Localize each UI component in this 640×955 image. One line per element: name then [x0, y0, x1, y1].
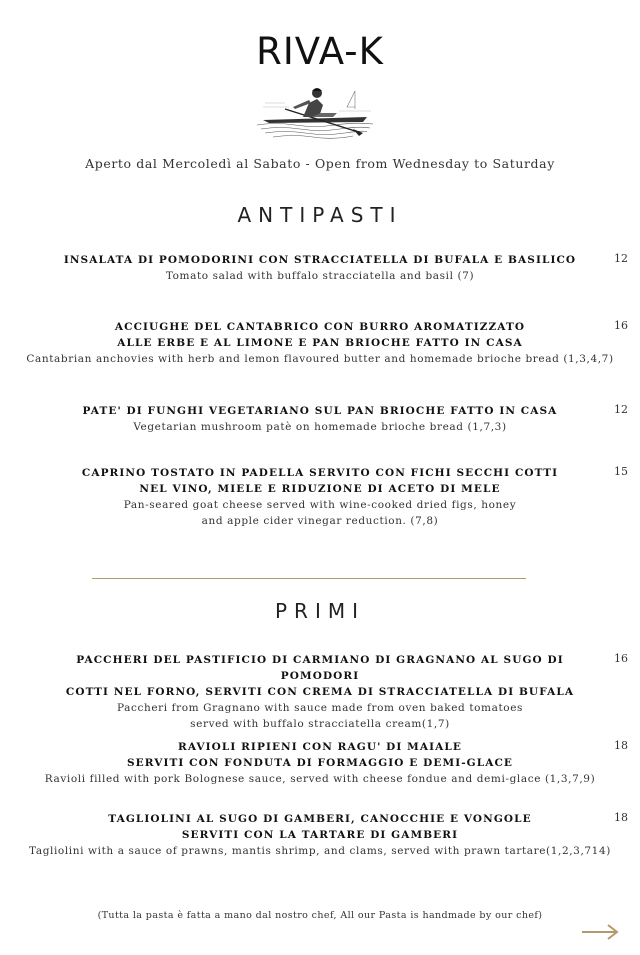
menu-item	[0, 811, 640, 859]
menu-item	[0, 252, 640, 284]
opening-hours: Aperto dal Mercoledì al Sabato - Open from Wednesday to Saturday	[85, 156, 555, 171]
item-price: 15	[614, 465, 628, 478]
item-name: RAVIOLI RIPIENI CON RAGU' DI MAIALE	[178, 741, 462, 753]
menu-item	[0, 652, 640, 732]
item-price: 16	[614, 652, 628, 665]
item-name: NEL VINO, MIELE E RIDUZIONE DI ACETO DI MELE	[139, 483, 501, 495]
item-description: Pan-seared goat cheese served with wine-cooked dried figs, honey	[123, 499, 517, 511]
pasta-note: (Tutta la pasta è fatta a mano dal nostro chef, All our Pasta is handmade by our chef)	[97, 910, 543, 921]
item-price: 18	[614, 739, 628, 752]
section-divider	[92, 578, 526, 579]
item-description: and apple cider vinegar reduction. (7,8)	[201, 515, 439, 527]
item-price: 16	[614, 319, 628, 332]
item-description: Vegetarian mushroom patè on homemade brioche bread (1,7,3)	[133, 421, 507, 433]
item-name: ACCIUGHE DEL CANTABRICO CON BURRO AROMATIZZATO	[114, 321, 526, 333]
item-name: TAGLIOLINI AL SUGO DI GAMBERI, CANOCCHIE E VONGOLE	[108, 813, 532, 825]
item-description: Paccheri from Gragnano with sauce made from oven baked tomatoes	[116, 702, 524, 714]
item-description: Cantabrian anchovies with herb and lemon flavoured butter and homemade brioche bread (1,3,4,7)	[26, 353, 614, 365]
item-name: PATE' DI FUNGHI VEGETARIANO SUL PAN BRIOCHE FATTO IN CASA	[82, 405, 558, 417]
item-name: SERVITI CON FONDUTA DI FORMAGGIO E DEMI-GLACE	[126, 757, 514, 769]
rower-engraving-icon	[255, 73, 375, 143]
item-price: 12	[614, 403, 628, 416]
item-description: Tagliolini with a sauce of prawns, mantis shrimp, and clams, served with prawn tartare(1,2,3,714)	[29, 845, 611, 857]
item-name: SERVITI CON LA TARTARE DI GAMBERI	[181, 829, 459, 841]
item-description: served with buffalo stracciatella cream(1,7)	[190, 718, 450, 730]
menu-item	[0, 465, 640, 529]
menu-item	[0, 403, 640, 435]
arrow-right-icon[interactable]	[580, 922, 620, 942]
item-name: PACCHERI DEL PASTIFICIO DI CARMIANO DI GRAGNANO AL SUGO DI POMODORI	[76, 654, 564, 682]
section-title-antipasti: ANTIPASTI	[237, 203, 403, 227]
item-name: ALLE ERBE E AL LIMONE E PAN BRIOCHE FATTO IN CASA	[117, 337, 523, 349]
item-name: COTTI NEL FORNO, SERVITI CON CREMA DI STRACCIATELLA DI BUFALA	[65, 686, 575, 698]
item-description: Ravioli filled with pork Bolognese sauce, served with cheese fondue and demi-glace (1,3,7,9)	[44, 773, 596, 785]
section-title-primi: PRIMI	[274, 599, 365, 623]
item-name: CAPRINO TOSTATO IN PADELLA SERVITO CON FICHI SECCHI COTTI	[81, 467, 559, 479]
menu-item	[0, 319, 640, 367]
menu-item	[0, 739, 640, 787]
item-price: 12	[614, 252, 628, 265]
brand-title: RIVA-K	[256, 30, 384, 73]
item-price: 18	[614, 811, 628, 824]
item-description: Tomato salad with buffalo stracciatella and basil (7)	[165, 270, 475, 282]
item-name: INSALATA DI POMODORINI CON STRACCIATELLA DI BUFALA E BASILICO	[63, 254, 577, 266]
